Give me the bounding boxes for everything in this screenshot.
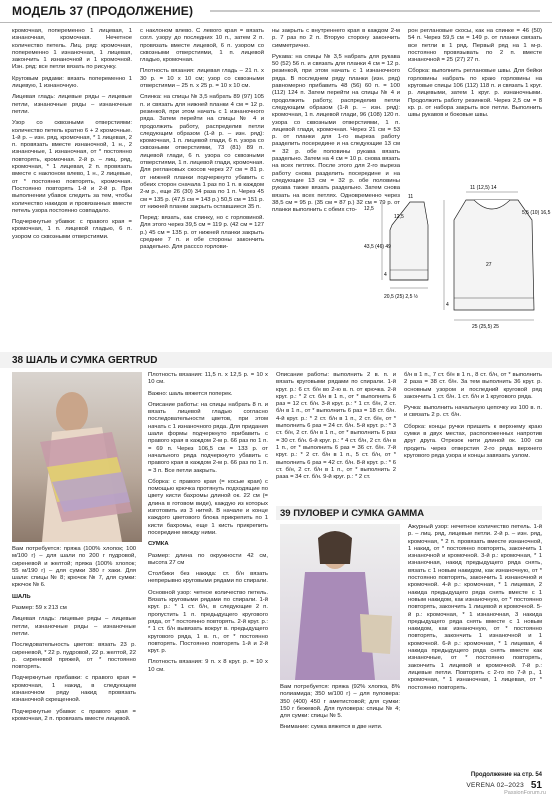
paragraph: кромочная, попеременно 1 лицевая, 1 изнаночная, кромочная. Нечетное количество петель. Лиц. ряд: кромочная, попеременно 1 изнаночная, 1 лицевая, закончить 1 изнаночной и 1 кромочной. Изн. ряд: все петли вязать по рисунку. xyxy=(12,28,132,71)
watermark: PassionForum.ru xyxy=(504,790,546,796)
paragraph: Сборка: концы ручки пришить к верхнему краю сумки в двух местах, расположенных напротив друг друга. Отрезок нити длиной ок. 100 см продеть через отверстия 2-го ряда верхнего кругового ряда узора и концы завязать узлом. xyxy=(404,423,542,459)
materials: Вам потребуется: пряжа (92% хлопка, 8% полиамида; 350 м/100 г) – для пуловера: 350 (400) 450 г аметистовой; для сумки: 150 г бежевой. Для пуловера: спицы № 4; для сумки: спицы № 5. xyxy=(280,684,400,720)
paragraph: Ажурный узор: нечетное количество петель. 1-й р. – лиц. ряд, лицевые петли. 2-й р. – изн. ряд, кромочная, * 2 п. провязать вместе изнаночной, 1 накид, от * постоянно повторять, закончить 1 изнаночной и кромочной. 3-й р.: кромочная, * 1 изнаночная, накид предыдущего ряда снять, вязать с 1 новым накидом, как изнаночную, от * постоянно повторять, закончить 1 изнаночной и кромочной. 4-й р.: кромочная, * 1 лицевая, 2 накида предыдущего ряда снять вместе с 1 новым накидом, как изнаночную, от * постоянно повторять, закончить 1 лицевой и кромочной. 5-й р.: кромочная, * 1 изнаночная, 3 накида предыдущего ряда снять вместе с 1 новым накидом, как изнаночную, от * постоянно повторять, закончить 1 изнаночной и 1 кромочной. 6-й р.: кромочная, * 1 лицевая, 4 накида предыдущего ряда снять вместе как изнаночные, от * постоянно повторять, закончить 1 лицевой и кромочной. 7-й р.: лицевые петли. Повторять с 2-го по 7-й р., 1 кромочная, * 1 изнаночная, 1 лицевая, от * постоянно повторять. xyxy=(408,524,542,691)
paragraph: Сборка: с правого края (= косые края) с помощью крючка протянуть подходящие по цвету кисти бахромы длиной ок. 22 см (= длина в готовом виде), каждую из которых изготовить из 3 нитей. В начале и конце каждого цветового блока прикрепить по 1 кисти бахромы, еще 1 кисть прикрепить посередине между ними. xyxy=(148,478,268,536)
s39-column-1 xyxy=(280,684,400,780)
dim-label: 27 xyxy=(486,262,492,268)
page-number: 51 xyxy=(530,780,542,791)
paragraph: Перед: вязать, как спинку, но с горловиной. Для этого через 39,5 см = 119 р. (42 см = 127 р.) 45 см = 135 р. от нижней планки закрыть средние 7 п. и обе стороны закончить раздельно. Для расссо горлови- xyxy=(140,215,264,251)
paragraph: Столбики без накида: ст. б/н вязать непрерывно круговыми рядами по спирали. xyxy=(148,571,268,585)
section-39-header xyxy=(276,506,542,520)
shawl-illustration xyxy=(12,372,142,542)
section-38-header xyxy=(0,352,552,368)
size: Размер: 59 х 213 см xyxy=(12,605,67,612)
dim-label: 11 xyxy=(408,194,414,200)
dim-label: 25 (25,5) 25 xyxy=(472,324,499,330)
paragraph: Лицевая гладь: лицевые ряды – лицевые петли, изнаночные ряды – изнаночные петли. xyxy=(12,94,132,115)
s38-column-3 xyxy=(276,372,396,502)
paragraph: ны закрыть с внутреннего края в каждом 2-м р. 7 раз по 2 п. Вторую сторону закончить симметрично. xyxy=(272,28,400,49)
paragraph: Спинка: на спицы № 3,5 набрать 89 (97) 105 п. и связать для нижней планки 4 см = 12 р. резинкой, при этом начать с 1 изнаночного ряда. Затем перейти на спицы № 4 и продолжить работу, распределив петли следующим образом (1-й р. – изн. ряд): кромочная, 1 п. лицевой глади, 6 п. узора со сквозными отверстиями, 73 (81) 89 п. лицевой глади, 6 п. узора со сквозными отверстиями, 1 п. лицевой глади, кромочная. Для реглановых скосов через 27 см = 81 р. от нижней планки подчеркнуто убавить с обеих сторон сначала 1 раз по 1 п. в каждом 2-м р., еще 26 (30) 34 раза по 1 п. Через 45 см = 135 р. (47,5 см = 143 р.) 50,5 см = 151 р. от нижней планки закрыть оставшиеся 35 п. xyxy=(140,94,264,210)
s38-column-1 xyxy=(12,546,136,776)
section-title: 39 ПУЛОВЕР И СУМКА GAMMA xyxy=(280,508,425,519)
paragraph: Ручка: выполнить начальную цепочку из 100 в. п. и связать 2 р. ст. б/н. xyxy=(404,405,542,419)
shawl-photo xyxy=(12,372,142,542)
page-title: МОДЕЛЬ 37 (ПРОДОЛЖЕНИЕ) xyxy=(12,4,194,18)
paragraph: б/н в 1 п., 7 ст. б/н в 1 п., 8 ст. б/н, от * выполнить 2 раза = 38 ст. б/н. За тем выполнить 36 круг. р. основным узором и последний круговой ряд закончить 1 ст. б/н. 1 ст. б/н и 1 кругового ряда. xyxy=(404,372,542,400)
paragraph: Круговым рядами: вязать попеременно 1 лицевую, 1 изнаночную. xyxy=(12,75,132,90)
paragraph: Узор со сквозными отверстиями: количество петель кратно 6 + 2 кромочные. 1-й р. – изн. ряд, кромочная, * 1 лицевая, 2 п. провязать вместе изнаночной, 1 н., 2 изнаночные, 1 изнаночная, от * постоянно повторять, кромочная. 2-й р. – лиц. ряд, кромочная, * 1 лицевая, 2 п. провязать вместе с наклоном влево, 1 н., 2 лицевые, от * постоянно повторять, кромочная. Постоянно повторять 1-й и 2-й р. При выполнении убавок следить за тем, чтобы количество накидов и провязанных вместе петель узора постоянно совпадало. xyxy=(12,120,132,214)
paragraph: Важно: шаль вяжется поперек. xyxy=(148,390,233,397)
magazine-name: VERENA 02–2023 xyxy=(466,782,524,789)
note: Внимание: сумка вяжется в две нити. xyxy=(280,724,383,731)
page-header xyxy=(0,0,552,23)
paragraph: Плотность вязания: 11,5 п. х 12,5 р. = 10 х 10 см. xyxy=(148,372,268,386)
continuation-note: Продолжение на стр. 54 xyxy=(470,772,542,778)
paragraph: Сборка: выполнить реглановые швы. Для бейки горловины набрать по краю горловины на круговые спицы 106 (112) 118 п. и связать 1 круг. р. лицевыми, затем 1 круг. р. изнаночными. Продолжить работу резинкой. Через 2,5 см = 8 кр. р. от набора закрыть все петли. Выполнить швы рукавов и боковые швы. xyxy=(408,68,542,119)
subheading: СУМКА xyxy=(148,541,169,548)
paragraph: Размер: длина по окружности 42 см, высота 27 см xyxy=(148,552,268,566)
paragraph: Последовательность цветов: вязать 23 р. сиреневой, * 22 р. пудровой, 22 р. желтой, 22 р. сиреневой пряжей, от * постоянно повторять. xyxy=(12,642,136,671)
paragraph: Подчеркнутые убавки: с правого края = кромочная, 2 п. провязать вместе лицевой. xyxy=(12,708,136,722)
paragraph: Рукава: на спицы № 3,5 набрать для рукава 50 (52) 56 п. и связать для планки 4 см = 12 р. резинкой, при этом начать с 1 изнаночного ряда. В последнем ряду планки (изн. ряд) равномерно прибавить 48 (56) 60 п. = 100 (112) 124 п. Затем перейти на спицы № 4 и продолжить работу, распределив петли следующим образом (1-й р. – изн. ряд): кромочная, 1 п. лицевой глади, 96 (108) 120 п. узора со сквозными отверстиями, 1 п. лицевой глади, кромочная. Через 21 см = 53 р. от планки для 1-го выреза работу разделить посередине и на следующие 13 см = 32 р. обе половины рукава вязать раздельно. Затем на 4 см = 10 р. снова вязать на всех петлях. После этого для 2-го выреза работу снова разделить посередине и на следующие 13 см = 32 р. обе половины рукава также вязать раздельно. Затем снова вязать на всех петлях. Одновременно через 38,5 см = 95 р. (35 см = 87 р.) 32 см = 79 р. от планки выполнить с обеих сто- xyxy=(272,53,400,214)
model37-column-4 xyxy=(408,28,542,178)
paragraph: Лицевая гладь: лицевые ряды – лицевые петли, изнаночные ряды – изнаночные петли. xyxy=(12,616,136,637)
subheading: ШАЛЬ xyxy=(12,593,31,600)
pullover-illustration xyxy=(280,524,400,680)
section-title: 38 ШАЛЬ И СУМКА GERTRUD xyxy=(12,355,158,366)
header-rule xyxy=(210,10,540,12)
model37-column-2 xyxy=(140,28,264,348)
paragraph: с наклоном влево. С левого края = вязать согл. узору до последних 10 п., затем 2 п. провязать вместе лицевой, 6 п. узором со сквозными отверстиями, 1 п. лицевой гладью, кромочная. xyxy=(140,28,264,64)
dim-label: 11 (12,5) 14 xyxy=(470,185,497,191)
dim-label: 12,5 xyxy=(394,214,404,220)
dim-label: 43,5 (46) 49 xyxy=(364,244,391,250)
dim-label: 5,5 (10) 16,5 xyxy=(522,210,551,216)
s38-column-2 xyxy=(148,372,268,778)
paragraph: Описание работы: на спицы набрать 8 п. и вязать лицевой гладью согласно последовательности цветов, при этом начать с 1 изнаночного ряда. Для придания шали формы подчеркнуто прибавить с правого края в каждом 2-м р. 66 раз по 1 п. = 69 п. Через 106,5 см = 133 р. от начальногo ряда подчеркнуто убавить с правого края в каждом 2-м р. 66 раз по 1 п. = 3 п. Все петли закрыть. xyxy=(148,401,268,474)
paragraph: Плотность вязания: 9 п. х 8 круг. р. = 10 х 10 см. xyxy=(148,659,268,673)
dim-label: 4 xyxy=(384,272,387,278)
s39-column-2 xyxy=(408,524,542,772)
paragraph: Подчеркнутые прибавки: с правого края = кромочная, 1 накид, в следующем изнаночном ряду накид провязать изнаночной скрещенной. xyxy=(12,675,136,704)
paragraph: Плотность вязания: лицевая гладь – 21 п. х 30 р. = 10 х 10 см; узор со сквозными отверстиями – 25 п. х 25 р. = 10 х 10 см. xyxy=(140,68,264,90)
model37-column-1 xyxy=(12,28,132,348)
paragraph: Описание работы: выполнить 2 в. п. и вязать круговыми рядами по спирали. 1-й круг. р.: 6 ст. б/н во 2-ю в. п. от крючка. 2-й круг. р.: * 2 ст. б/н в 1 п., от * выполнить 6 раз = 12 ст. б/н. 3-й круг. р.: * 1 ст. б/н, 2 ст. б/н в 1 п., от * выполнить 6 раз = 18 ст. б/н. 4-й круг. р.: * 2 ст. б/н в 1 п., 2 ст. б/н, от * выполнить 6 раз = 24 ст. б/н. 5-й круг. р.: * 3 ст. б/н, 2 ст. б/н в 1 п., от * выполнить 6 раз = 30 ст. б/н. 6-й круг. р.: * 4 ст. б/н, 2 ст. б/н в 1 п., от * выполнить 6 раз = 36 ст. б/н. 7-й круг. р.: * 2 ст. б/н в 1 п., 5 ст. б/н, от * выполнить 6 раз = 42 ст. б/н. 8-й круг. р.: * 6 ст. б/н, 2 ст. б/н в 1 п., от * выполнить 2 раза = 34 ст. б/н. 9-й круг. р.: * 2 ст. xyxy=(276,372,396,481)
paragraph: Основной узор: четное количество петель. Вязать круговыми рядами по спирали. 1-й круг. р.: * 1 ст. б/н, в следующие 2 п. пропустить 1 п. предыдущего кругового ряда, от * постоянно повторять. 2-й круг. р.: * 1 ст. б/н вывязать вокруг в. предыдущего кругового ряда, 1 в. п., от * постоянно повторять. Постоянно повторять 1-й и 2-й круг. р. xyxy=(148,589,268,655)
body-outline xyxy=(454,200,534,310)
dim-label: 20,5 (25) 2,5 ½ xyxy=(384,294,418,300)
paragraph: Подчеркнутые убавки: с правого края = кромочная, 1 п. лицевой гладью, 6 п. узором со сквозными отверстиями. xyxy=(12,219,132,240)
paragraph: рон реглановые скосы, как на спинке = 46 (50) 54 п. Через 59,5 см = 149 р. от планки связать все петли в 1 ряд. Первый ряд на 1 м-р. постоянно провязывать по 2 п. вместе изнаночной = 25 (27) 27 п. xyxy=(408,28,542,64)
s38-column-4 xyxy=(404,372,542,502)
materials: Вам потребуется: пряжа (100% хлопок; 100 м/100 г) – для шали по 200 г пудровой, сиреневой и желтой; пряжа (100% хлопок; 55 м/190 г) – для сумки 380 г хаки. Для шали: спицы № 8; крючок № 7, для сумки: крючок № 6. xyxy=(12,546,136,589)
dim-label: 4 xyxy=(446,302,449,308)
dim-label: 12,5 xyxy=(364,206,374,212)
pullover-photo xyxy=(280,524,400,680)
pattern-diagram xyxy=(362,180,551,350)
